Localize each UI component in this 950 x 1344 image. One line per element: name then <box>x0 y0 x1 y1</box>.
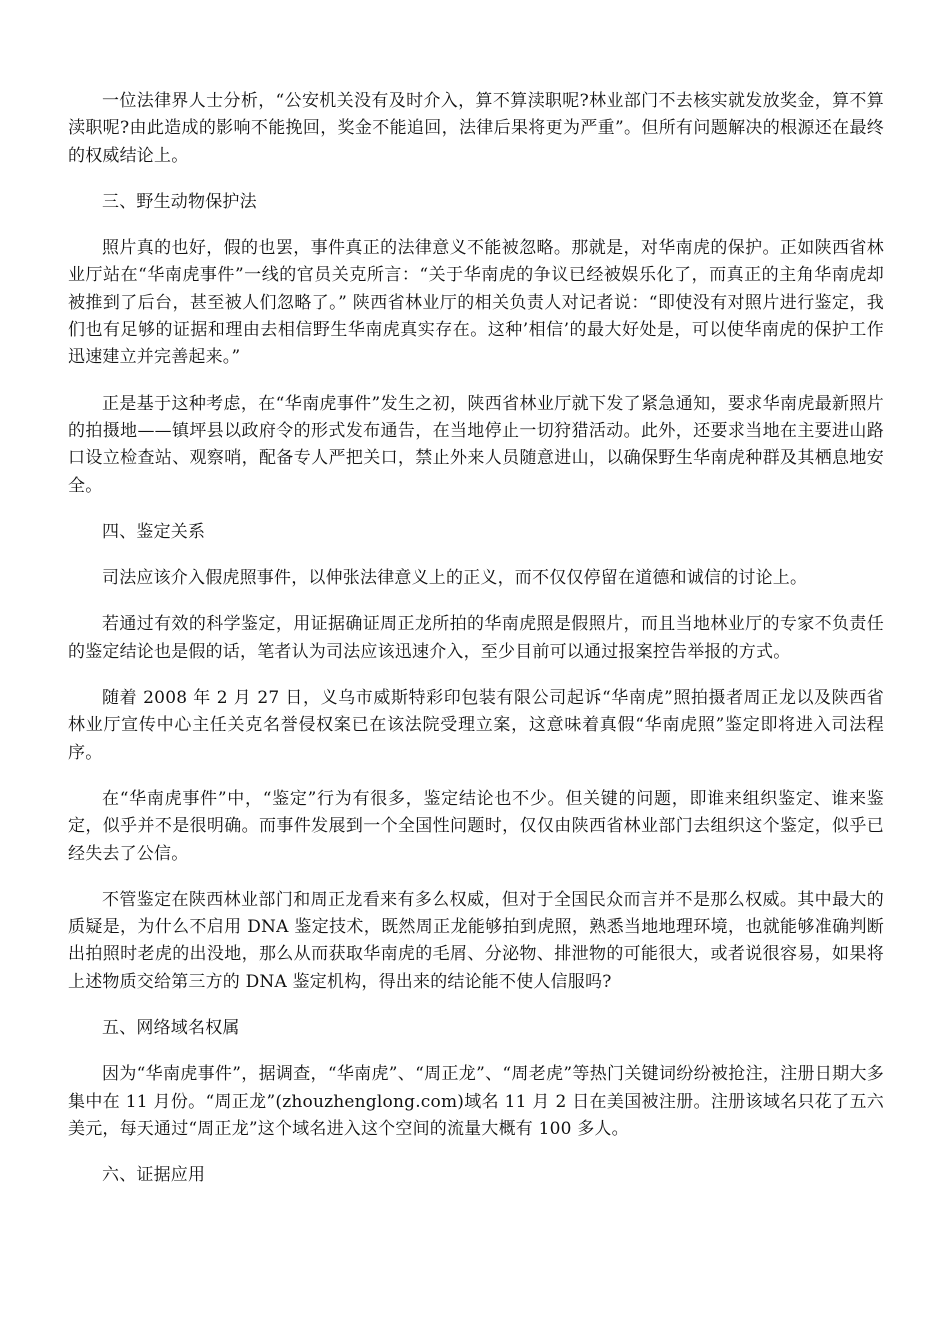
document-body <box>68 88 884 1209</box>
paragraph-emergency-notice: 正是基于这种考虑，在“华南虎事件”发生之初，陕西省林业厅就下发了紧急通知，要求华南虎最新照片的拍摄地——镇坪县以政府令的形式发布通告，在当地停止一切狩猎活动。此外，还要求当地在主要进山路口设立检查站、观察哨，配备专人严把关口，禁止外来人员随意进山，以确保野生华南虎种群及其栖息地安全。 <box>68 393 884 496</box>
section-heading-wildlife-protection-law: 三、野生动物保护法 <box>102 191 257 212</box>
section-heading-evidence-application: 六、证据应用 <box>102 1165 206 1186</box>
paragraph-legal-analysis: 一位法律界人士分析，“公安机关没有及时介入，算不算渎职呢?林业部门不去核实就发放奖金，算不算渎职呢?由此造成的影响不能挽回，奖金不能追回，法律后果将更为严重”。但所有问题解决的根源还在最终的权威结论上。 <box>68 91 884 166</box>
paragraph-lawsuit-filed: 随着 2008 年 2 月 27 日，义乌市威斯特彩印包装有限公司起诉“华南虎”照拍摄者周正龙以及陕西省林业厅宣传中心主任关克名誉侵权案已在该法院受理立案，这意味着真假“华南虎照”鉴定即将进入司法程序。 <box>68 688 884 763</box>
paragraph-domain-registration: 因为“华南虎事件”，据调查，“华南虎”、“周正龙”、“周老虎”等热门关键词纷纷被抢注，注册日期大多集中在 11 月份。“周正龙”(zhouzhenglong.com)域名 11 月 2 日在美国被注册。注册该域名只花了五六美元，每天通过“周正龙”这个域名进入这个空间的流量大概有 100 多人。 <box>68 1064 884 1139</box>
paragraph-who-appraises: 在“华南虎事件”中，“鉴定”行为有很多，鉴定结论也不少。但关键的问题，即谁来组织鉴定、谁来鉴定，似乎并不是很明确。而事件发展到一个全国性问题时，仅仅由陕西省林业部门去组织这个鉴定，似乎已经失去了公信。 <box>68 788 884 864</box>
paragraph-judicial-intervention: 司法应该介入假虎照事件，以伸张法律意义上的正义，而不仅仅停留在道德和诚信的讨论上。 <box>102 568 808 589</box>
section-heading-appraisal-relations: 四、鉴定关系 <box>102 521 206 542</box>
section-heading-domain-ownership: 五、网络域名权属 <box>102 1018 240 1039</box>
paragraph-dna-appraisal: 不管鉴定在陕西林业部门和周正龙看来有多么权威，但对于全国民众而言并不是那么权威。其中最大的质疑是，为什么不启用 DNA 鉴定技术，既然周正龙能够拍到虎照，熟悉当地地理环境，也就能够准确判断出拍照时老虎的出没地，那么从而获取华南虎的毛屑、分泌物、排泄物的可能很大，或者说很容易，如果将上述物质交给第三方的 DNA 鉴定机构，得出来的结论能不使人信服吗? <box>68 889 884 992</box>
paragraph-scientific-appraisal: 若通过有效的科学鉴定，用证据确证周正龙所拍的华南虎照是假照片，而且当地林业厅的专家不负责任的鉴定结论也是假的话，笔者认为司法应该迅速介入，至少目前可以通过报案控告举报的方式。 <box>68 614 884 662</box>
paragraph-tiger-protection: 照片真的也好，假的也罢，事件真正的法律意义不能被忽略。那就是，对华南虎的保护。正如陕西省林业厅站在“华南虎事件”一线的官员关克所言：“关于华南虎的争议已经被娱乐化了，而真正的主角华南虎却被推到了后台，甚至被人们忽略了。” 陕西省林业厅的相关负责人对记者说：“即使没有对照片进行鉴定，我们也有足够的证据和理由去相信野生华南虎真实存在。这种’相信’的最大好处是，可以使华南虎的保护工作迅速建立并完善起来。” <box>68 238 884 368</box>
